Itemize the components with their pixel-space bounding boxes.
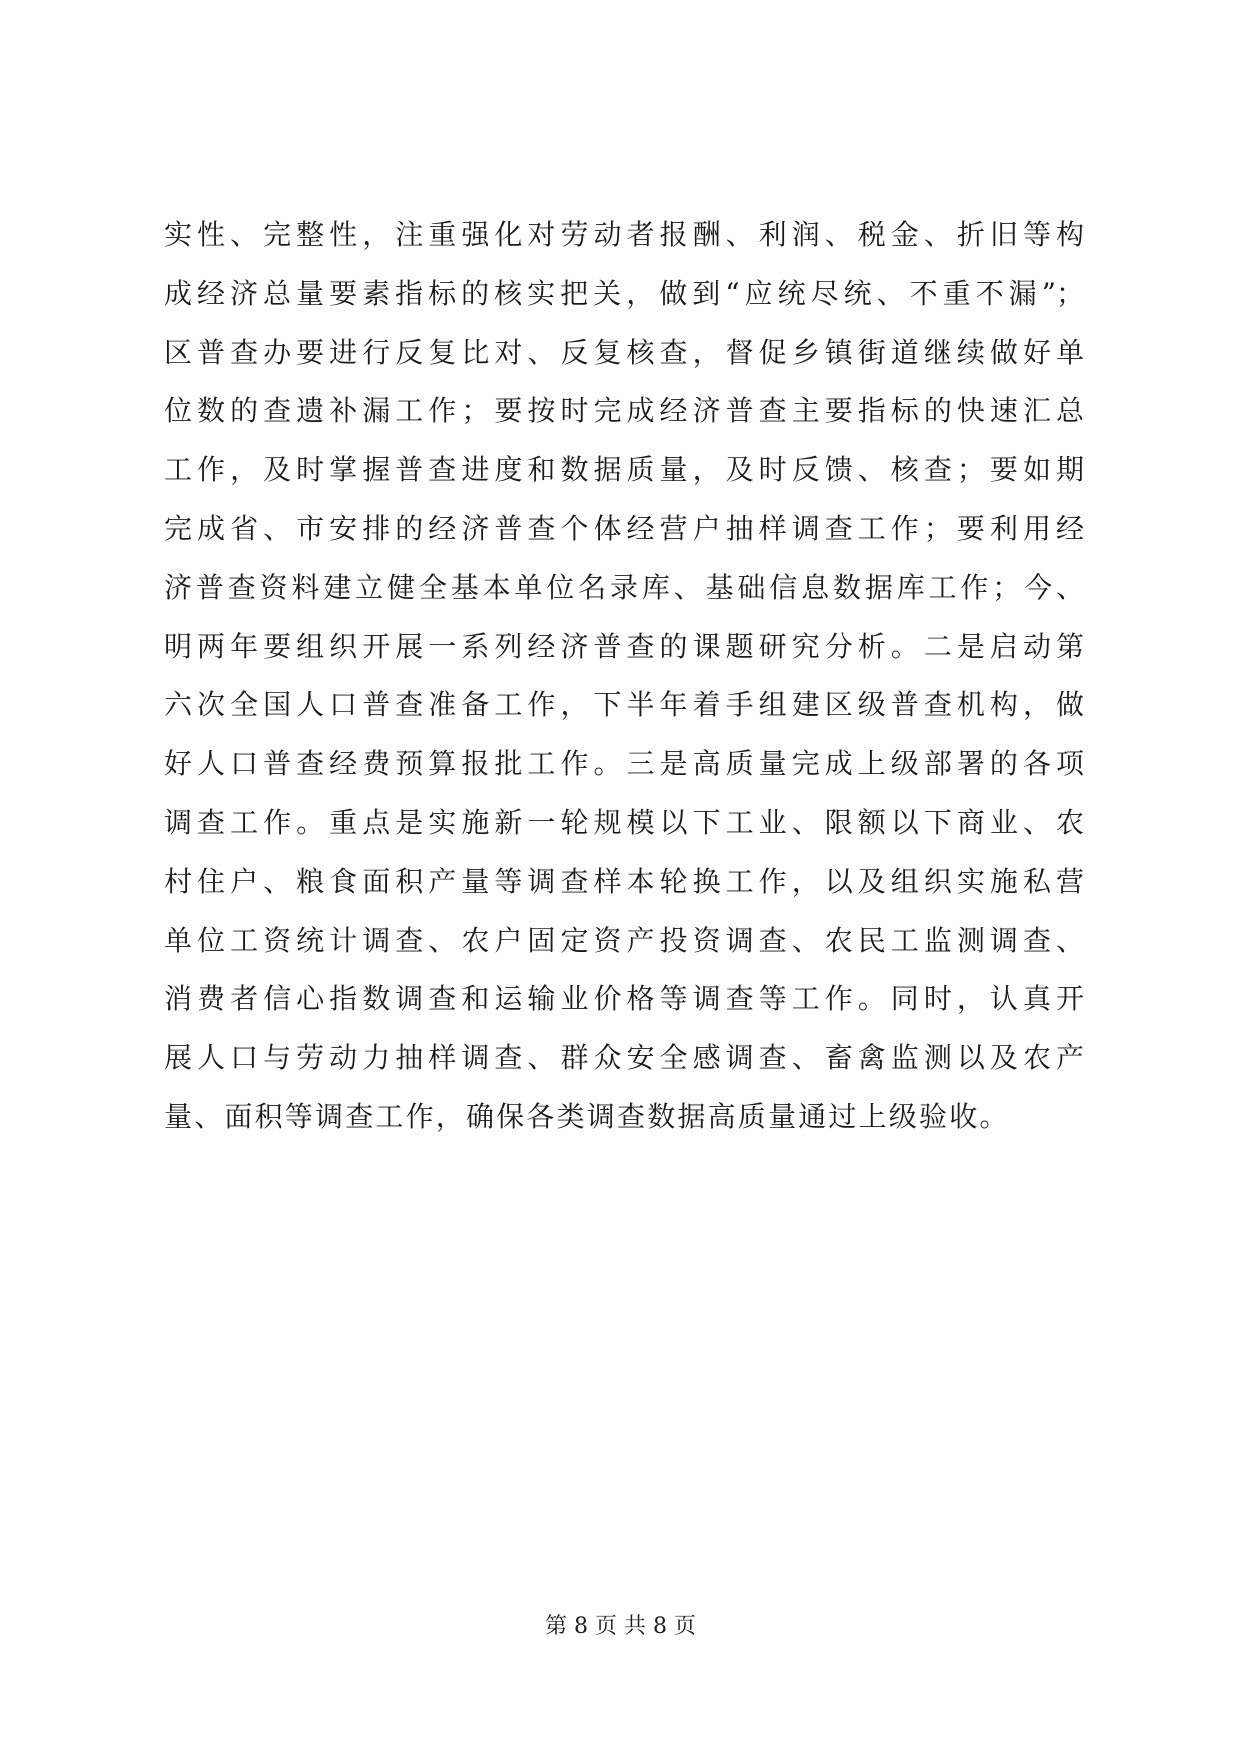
text-line: 成经济总量要素指标的核实把关，做到“应统尽统、不重不漏”； bbox=[164, 276, 1084, 310]
text-line: 明两年要组织开展一系列经济普查的课题研究分析。二是启动第 bbox=[164, 629, 1084, 663]
text-line: 村住户、粮食面积产量等调查样本轮换工作，以及组织实施私营 bbox=[164, 864, 1084, 898]
text-line: 单位工资统计调查、农户固定资产投资调查、农民工监测调查、 bbox=[164, 923, 1084, 957]
body-text bbox=[164, 206, 1084, 1147]
text-line: 六次全国人口普查准备工作，下半年着手组建区级普查机构，做 bbox=[164, 688, 1084, 722]
text-line: 调查工作。重点是实施新一轮规模以下工业、限额以下商业、农 bbox=[164, 805, 1084, 839]
text-line: 消费者信心指数调查和运输业价格等调查等工作。同时，认真开 bbox=[164, 982, 1084, 1016]
text-line: 展人口与劳动力抽样调查、群众安全感调查、畜禽监测以及农产 bbox=[164, 1041, 1084, 1075]
text-line: 区普查办要进行反复比对、反复核查，督促乡镇街道继续做好单 bbox=[164, 335, 1084, 369]
text-line: 位数的查遗补漏工作；要按时完成经济普查主要指标的快速汇总 bbox=[164, 394, 1084, 428]
page-footer: 第 8 页 共 8 页 bbox=[545, 1614, 696, 1639]
text-line: 工作，及时掌握普查进度和数据质量，及时反馈、核查；要如期 bbox=[164, 453, 1084, 487]
text-line: 量、面积等调查工作，确保各类调查数据高质量通过上级验收。 bbox=[164, 1099, 1010, 1133]
text-line: 济普查资料建立健全基本单位名录库、基础信息数据库工作；今、 bbox=[164, 570, 1084, 604]
text-line: 实性、完整性，注重强化对劳动者报酬、利润、税金、折旧等构 bbox=[164, 218, 1084, 251]
text-line: 好人口普查经费预算报批工作。三是高质量完成上级部署的各项 bbox=[164, 747, 1084, 781]
text-line: 完成省、市安排的经济普查个体经营户抽样调查工作；要利用经 bbox=[164, 511, 1084, 545]
